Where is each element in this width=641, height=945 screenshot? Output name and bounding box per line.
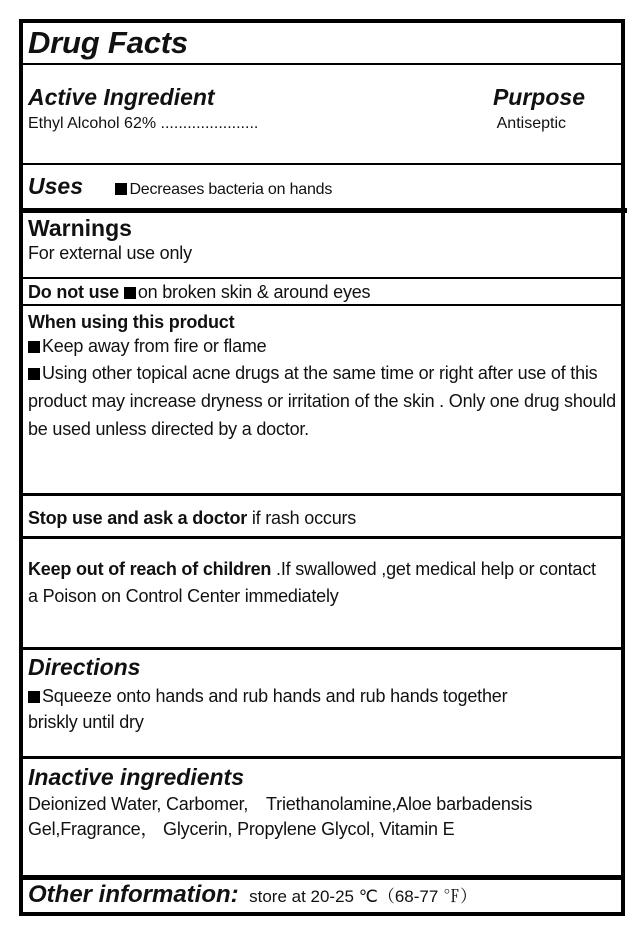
uses-section: [23, 175, 621, 199]
directions-item: Squeeze onto hands and rub hands and rub hands together briskly until dry: [28, 686, 508, 732]
when-using-heading: When using this product: [28, 312, 235, 332]
divider: [23, 277, 621, 279]
uses-heading: Uses: [28, 173, 83, 199]
bullet-icon: [124, 287, 136, 299]
divider: [23, 63, 621, 65]
keep-out-section: [23, 556, 621, 610]
do-not-use-label: Do not use: [28, 282, 119, 302]
divider: [23, 756, 621, 759]
leader-dots: ......................: [160, 115, 259, 132]
divider: [23, 493, 621, 496]
active-ingredient-heading: Active Ingredient: [28, 84, 215, 110]
stop-use-text: if rash occurs: [247, 508, 357, 528]
purpose-heading: Purpose: [492, 84, 585, 110]
keep-out-label: Keep out of reach of children: [28, 559, 272, 579]
uses-item: Decreases bacteria on hands: [129, 181, 333, 198]
title-section: [23, 27, 621, 58]
inactive-ingredients-section: [23, 766, 621, 842]
warnings-heading: Warnings: [28, 215, 132, 241]
other-information-heading: Other information:: [28, 881, 239, 908]
stop-use-label: Stop use and ask a doctor: [28, 508, 248, 528]
when-using-item: Keep away from fire or flame: [28, 334, 617, 359]
when-using-section: [23, 310, 621, 443]
divider-thick: [23, 208, 627, 213]
active-ingredient-name: Ethyl Alcohol 62%: [28, 115, 157, 132]
external-use-text: For external use only: [28, 243, 192, 263]
bullet-icon: [115, 183, 127, 195]
keep-out-text: .If swallowed ,get medical help or contact a Poison on Control Center immediately: [28, 559, 596, 606]
directions-section: [23, 656, 621, 735]
directions-heading: Directions: [28, 654, 141, 680]
divider: [23, 304, 621, 306]
when-using-item: Using other topical acne drugs at the same time or right after use of this product may increase dryness or irritation of the skin . Only one drug should be used unless directed by a doctor.: [28, 363, 616, 439]
warnings-section: [23, 217, 621, 265]
do-not-use-section: [23, 281, 621, 303]
active-ingredient-section: [23, 86, 621, 133]
purpose-value: Antiseptic: [496, 115, 566, 132]
bullet-icon: [28, 368, 40, 380]
drug-facts-panel: [19, 19, 625, 916]
inactive-ingredients-heading: Inactive ingredients: [28, 764, 245, 790]
inactive-ingredients-text: Deionized Water, Carbomer, Triethanolamine,Aloe barbadensis Gel,Fragrance， Glycerin, Propylene Glycol, Vitamin E: [28, 794, 533, 839]
bullet-icon: [28, 341, 40, 353]
divider: [23, 163, 621, 165]
do-not-use-text: on broken skin & around eyes: [137, 282, 371, 302]
other-information-section: [23, 883, 621, 907]
storage-text: store at 20-25 ℃（68-77 ℉）: [249, 887, 478, 906]
page-title: Drug Facts: [28, 25, 188, 60]
divider: [23, 536, 621, 539]
bullet-icon: [28, 691, 40, 703]
stop-use-section: [23, 507, 621, 529]
divider-thick: [23, 875, 621, 880]
divider: [23, 647, 621, 650]
